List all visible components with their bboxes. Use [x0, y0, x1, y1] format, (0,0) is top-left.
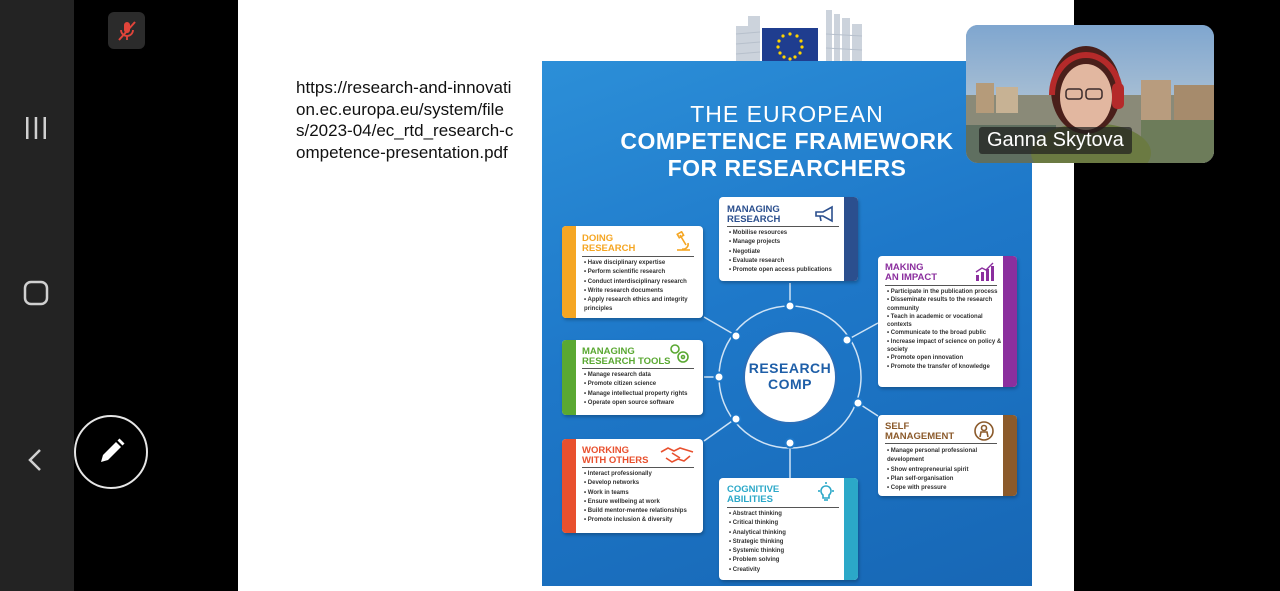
handshake-icon [660, 444, 694, 466]
card-items [729, 510, 847, 575]
card-item: • Plan self-organisation [887, 475, 1005, 484]
card-items [584, 470, 702, 526]
card-divider [727, 507, 839, 508]
system-nav-bar [0, 0, 74, 591]
card-item: • Cope with pressure [887, 484, 1005, 493]
card-title-line1: COGNITIVE [727, 484, 780, 495]
card-making-impact [878, 256, 1017, 387]
card-item: • Analytical thinking [729, 529, 847, 538]
card-items [887, 288, 1005, 371]
participant-name-label: Ganna Skytova [979, 127, 1132, 154]
poster-title-line3: FOR RESEARCHERS [667, 155, 907, 181]
card-item: • Participate in the publication process [887, 288, 1005, 296]
card-doing-research [562, 226, 703, 318]
card-title-line1: WORKING [582, 445, 629, 456]
card-item: • Manage intellectual property rights [584, 390, 702, 399]
person-icon [973, 420, 995, 442]
card-item: • Disseminate results to the research community [887, 296, 1005, 313]
card-item: • Operate open source software [584, 399, 702, 408]
card-managing-research [719, 197, 858, 281]
card-items [729, 229, 847, 275]
card-item: • Develop networks [584, 479, 702, 488]
card-accent [562, 340, 576, 415]
card-title [727, 485, 779, 505]
pencil-icon [94, 435, 128, 469]
card-title-line1: MANAGING [582, 346, 635, 357]
card-title-line2: MANAGEMENT [885, 431, 955, 442]
card-title [885, 422, 954, 442]
card-item: • Show entrepreneurial spirit [887, 466, 1005, 475]
annotate-button[interactable] [74, 415, 148, 489]
card-divider [582, 256, 694, 257]
card-divider [885, 285, 997, 286]
poster-title-line2: COMPETENCE FRAMEWORK [620, 128, 954, 154]
lightbulb-icon [815, 482, 837, 504]
card-item: • Perform scientific research [584, 268, 699, 277]
card-title-line2: ABILITIES [727, 494, 773, 505]
card-item: • Work in teams [584, 489, 702, 498]
card-title-line1: MAKING [885, 262, 924, 273]
center-label-line2: COMP [768, 376, 812, 392]
card-title-line1: DOING [582, 233, 614, 244]
home-icon [23, 280, 49, 306]
card-divider [582, 467, 694, 468]
home-button[interactable] [16, 273, 56, 313]
mute-button[interactable] [108, 12, 145, 49]
microscope-icon [672, 231, 694, 253]
back-button[interactable] [16, 440, 56, 480]
card-managing-research-tools [562, 340, 703, 415]
card-title [727, 205, 780, 225]
card-title-line2: RESEARCH [582, 243, 636, 254]
recent-apps-button[interactable] [16, 108, 56, 148]
card-item: • Promote open innovation [887, 354, 1005, 362]
card-title-line2: RESEARCH [727, 214, 781, 225]
card-item: • Negotiate [729, 248, 847, 257]
card-item: • Interact professionally [584, 470, 702, 479]
card-item: • Have disciplinary expertise [584, 259, 699, 268]
poster-title-line1: THE EUROPEAN [690, 101, 884, 127]
card-item: • Conduct interdisciplinary research [584, 278, 699, 287]
card-divider [727, 226, 839, 227]
card-title-line1: SELF [885, 421, 910, 432]
growth-chart-icon [973, 261, 995, 283]
card-item: • Mobilise resources [729, 229, 847, 238]
card-item: • Teach in academic or vocational contexts [887, 313, 1005, 330]
card-item: • Communicate to the broad public [887, 329, 1005, 337]
card-item: • Increase impact of science on policy & society [887, 338, 1005, 355]
card-title [582, 446, 649, 466]
card-item: • Creativity [729, 566, 847, 575]
card-item: • Critical thinking [729, 519, 847, 528]
card-item: • Systemic thinking [729, 547, 847, 556]
card-title-line1: MANAGING [727, 204, 780, 215]
card-item: • Manage research data [584, 371, 702, 380]
card-item: • Write research documents [584, 287, 699, 296]
card-title-line2: RESEARCH TOOLS [582, 356, 671, 367]
gears-icon [668, 342, 690, 364]
back-icon [23, 447, 49, 473]
card-item: • Promote inclusion & diversity [584, 516, 702, 525]
card-item: • Manage projects [729, 238, 847, 247]
document-url[interactable]: https://research-and-innovation.ec.europa.eu/system/files/2023-04/ec_rtd_research-competence-presentation.pdf [296, 78, 514, 162]
card-items [584, 371, 702, 408]
mic-off-icon [115, 19, 139, 43]
recent-apps-icon [23, 115, 49, 141]
card-title-line2: AN IMPACT [885, 272, 938, 283]
card-item: • Promote citizen science [584, 380, 702, 389]
card-items [584, 259, 699, 315]
card-item: • Manage personal professional development [887, 447, 1005, 466]
card-item: • Promote the transfer of knowledge [887, 363, 1005, 371]
megaphone-icon [813, 203, 835, 225]
card-divider [582, 368, 694, 369]
card-item: • Strategic thinking [729, 538, 847, 547]
card-accent [1003, 415, 1017, 496]
card-accent [562, 226, 576, 318]
card-title-line2: WITH OTHERS [582, 455, 649, 466]
card-cognitive-abilities [719, 478, 858, 580]
center-badge [744, 360, 836, 392]
card-title [582, 347, 671, 367]
card-self-management [878, 415, 1017, 496]
card-item: • Promote open access publications [729, 266, 847, 275]
card-item: • Ensure wellbeing at work [584, 498, 702, 507]
card-item: • Apply research ethics and integrity principles [584, 296, 699, 315]
card-title [582, 234, 635, 254]
center-label-line1: RESEARCH [748, 360, 832, 376]
card-accent [1003, 256, 1017, 387]
card-item: • Abstract thinking [729, 510, 847, 519]
card-items [887, 447, 1005, 493]
card-item: • Evaluate research [729, 257, 847, 266]
card-accent [562, 439, 576, 533]
card-working-with-others [562, 439, 703, 533]
card-item: • Build mentor-mentee relationships [584, 507, 702, 516]
card-title [885, 263, 937, 283]
card-item: • Problem solving [729, 556, 847, 565]
card-divider [885, 443, 997, 444]
